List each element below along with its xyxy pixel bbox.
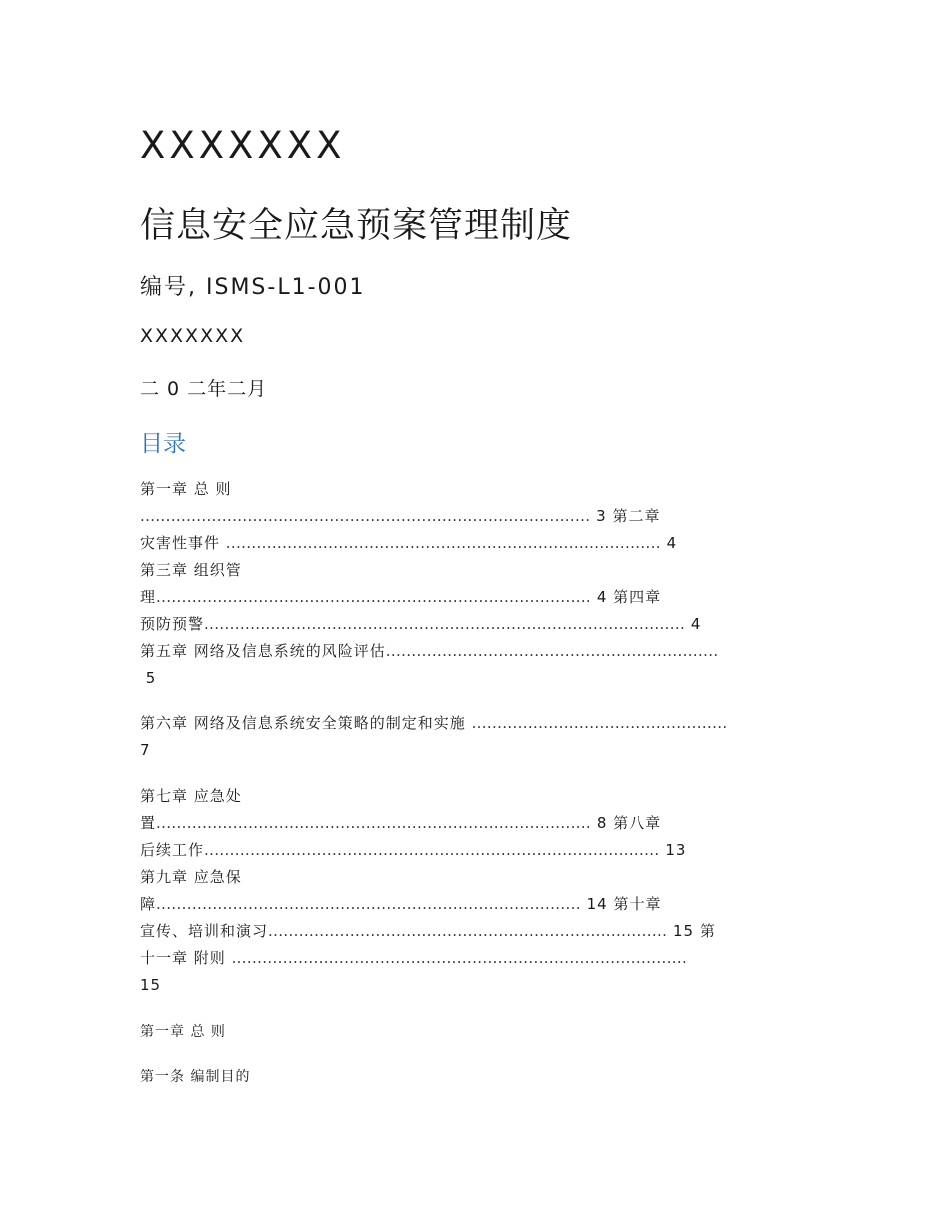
toc-entry-text: 宣传、培训和演习 (140, 922, 269, 940)
toc-entry-text: 第五章 网络及信息系统的风险评估 (140, 642, 386, 660)
toc-page-number: 13 (665, 841, 687, 859)
toc-entry-text: 4 第四章 (596, 588, 662, 606)
toc-line[interactable] (140, 947, 687, 969)
toc-line[interactable] (140, 974, 161, 996)
toc-leader-dots: ..................................................................................... (225, 534, 661, 552)
toc-line[interactable] (140, 866, 242, 888)
toc-entry-text: 第九章 应急保 (140, 868, 242, 886)
toc-entry-text: 第七章 应急处 (140, 787, 242, 805)
toc-line[interactable] (140, 712, 727, 734)
toc-leader-dots: .............................................................................. (268, 922, 668, 940)
toc-leader-dots: ......................................................................................... (204, 841, 660, 859)
toc-entry-text: 置 (140, 814, 157, 832)
toc-entry-text: 障 (140, 895, 157, 913)
toc-line[interactable] (140, 505, 660, 527)
toc-page-number: 7 (140, 741, 151, 759)
document-title: 信息安全应急预案管理制度 (140, 206, 573, 246)
toc-leader-dots: .............................................................................................. (204, 615, 686, 633)
toc-entry-text: 15 第 (673, 922, 716, 940)
toc-entry-text: 14 第十章 (586, 895, 662, 913)
toc-leader-dots: ......................................................................................... (231, 949, 688, 967)
toc-line[interactable] (140, 478, 232, 500)
toc-line[interactable] (140, 739, 151, 761)
toc-leader-dots: ..................................................................................... (156, 814, 592, 832)
toc-line[interactable] (140, 559, 242, 581)
toc-entry-text: 第三章 组织管 (140, 561, 242, 579)
toc-line[interactable] (140, 812, 661, 834)
toc-leader-dots: ........................................................................................ (140, 507, 591, 525)
toc-line[interactable] (140, 613, 701, 635)
toc-page-number: 15 (140, 976, 162, 994)
toc-line[interactable] (140, 839, 686, 861)
article-heading: 第一条 编制目的 (140, 1069, 251, 1085)
toc-leader-dots: ................................................................. (385, 642, 719, 660)
toc-entry-text: 灾害性事件 (140, 534, 221, 552)
toc-line[interactable] (140, 586, 661, 608)
toc-entry-text: 理 (140, 588, 157, 606)
toc-line[interactable] (140, 893, 661, 915)
toc-page-number: 4 (666, 534, 678, 552)
document-date: 二 0 二年二月 (140, 378, 268, 400)
toc-entry-text: 8 第八章 (596, 814, 662, 832)
toc-entry-text: 十一章 附则 (140, 949, 226, 967)
toc-line[interactable] (140, 667, 156, 689)
toc-line[interactable] (140, 640, 718, 662)
toc-heading: 目录 (140, 431, 186, 457)
toc-line[interactable] (140, 785, 242, 807)
toc-page-number: 4 (690, 615, 702, 633)
chapter-heading: 第一章 总 则 (140, 1024, 226, 1040)
toc-page-number: 5 (145, 669, 157, 687)
document-number: 编号, ISMS-L1-001 (140, 275, 366, 300)
company-name: XXXXXXX (140, 124, 346, 167)
toc-line[interactable] (140, 920, 716, 942)
toc-leader-dots: ..................................................................................... (156, 588, 592, 606)
toc-entry-text: 第六章 网络及信息系统安全策略的制定和实施 (140, 714, 466, 732)
company-name-secondary: XXXXXXX (140, 325, 246, 347)
toc-entry-text: 预防预警 (140, 615, 205, 633)
toc-entry-text: 第一章 总 则 (140, 480, 232, 498)
toc-entry-text: 后续工作 (140, 841, 205, 859)
toc-entry-text: 3 第二章 (596, 507, 661, 525)
toc-leader-dots: .................................................. (471, 714, 728, 732)
toc-line[interactable] (140, 532, 677, 554)
toc-leader-dots: ................................................................................... (156, 895, 581, 913)
